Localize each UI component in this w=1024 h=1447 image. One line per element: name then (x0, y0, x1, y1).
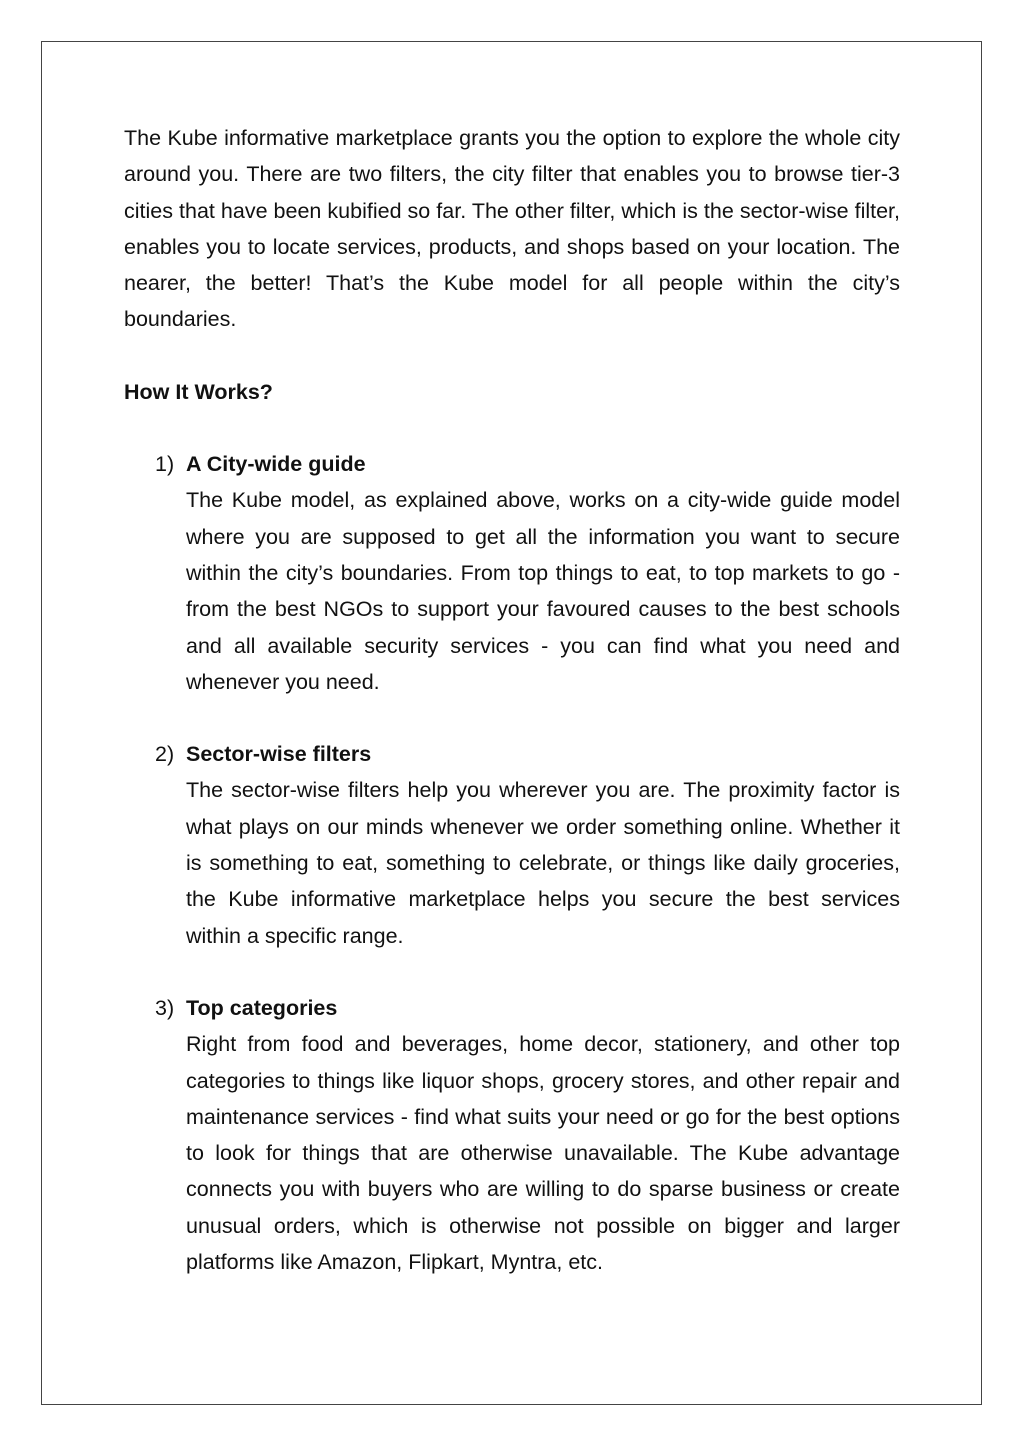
intro-paragraph: The Kube informative marketplace grants you the option to explore the whole city around you. There are two filters, the city filter that enables you to browse tier-3 cities that have been kubified so far. The other filter, which is the sector-wise filter, enables you to locate services, products, and shops based on your location. The nearer, the better! That’s the Kube model for all people within the city’s boundaries. (124, 126, 900, 332)
item-title: Top categories (186, 995, 338, 1020)
item-title: A City-wide guide (186, 452, 366, 477)
item-number: 2) (155, 742, 175, 767)
list-item (124, 736, 900, 954)
item-title: Sector-wise filters (186, 742, 372, 767)
document-content (124, 120, 900, 1280)
item-body: Right from food and beverages, home decor, stationery, and other top categories to things like liquor shops, grocery stores, and other repair and maintenance services - find what suits your need or go for the best options to look for things that are otherwise unavailable. The Kube advantage connects you with buyers who are willing to do sparse business or create unusual orders, which is otherwise not possible on bigger and larger platforms like Amazon, Flipkart, Myntra, etc. (186, 1032, 900, 1275)
item-number: 3) (155, 995, 175, 1020)
item-number: 1) (155, 452, 175, 477)
list-item (124, 990, 900, 1280)
item-body: The Kube model, as explained above, works on a city-wide guide model where you are supposed to get all the information you want to secure within the city’s boundaries. From top things to eat, to top markets to go - from the best NGOs to support your favoured causes to the best schools and all available security services - you can find what you need and whenever you need. (186, 488, 900, 694)
steps-list (124, 446, 900, 1280)
section-heading: How It Works? (124, 379, 273, 404)
list-item (124, 446, 900, 700)
item-body: The sector-wise filters help you wherever you are. The proximity factor is what plays on our minds whenever we order something online. Whether it is something to eat, something to celebrate, or things like daily groceries, the Kube informative marketplace helps you secure the best services within a specific range. (186, 778, 900, 948)
